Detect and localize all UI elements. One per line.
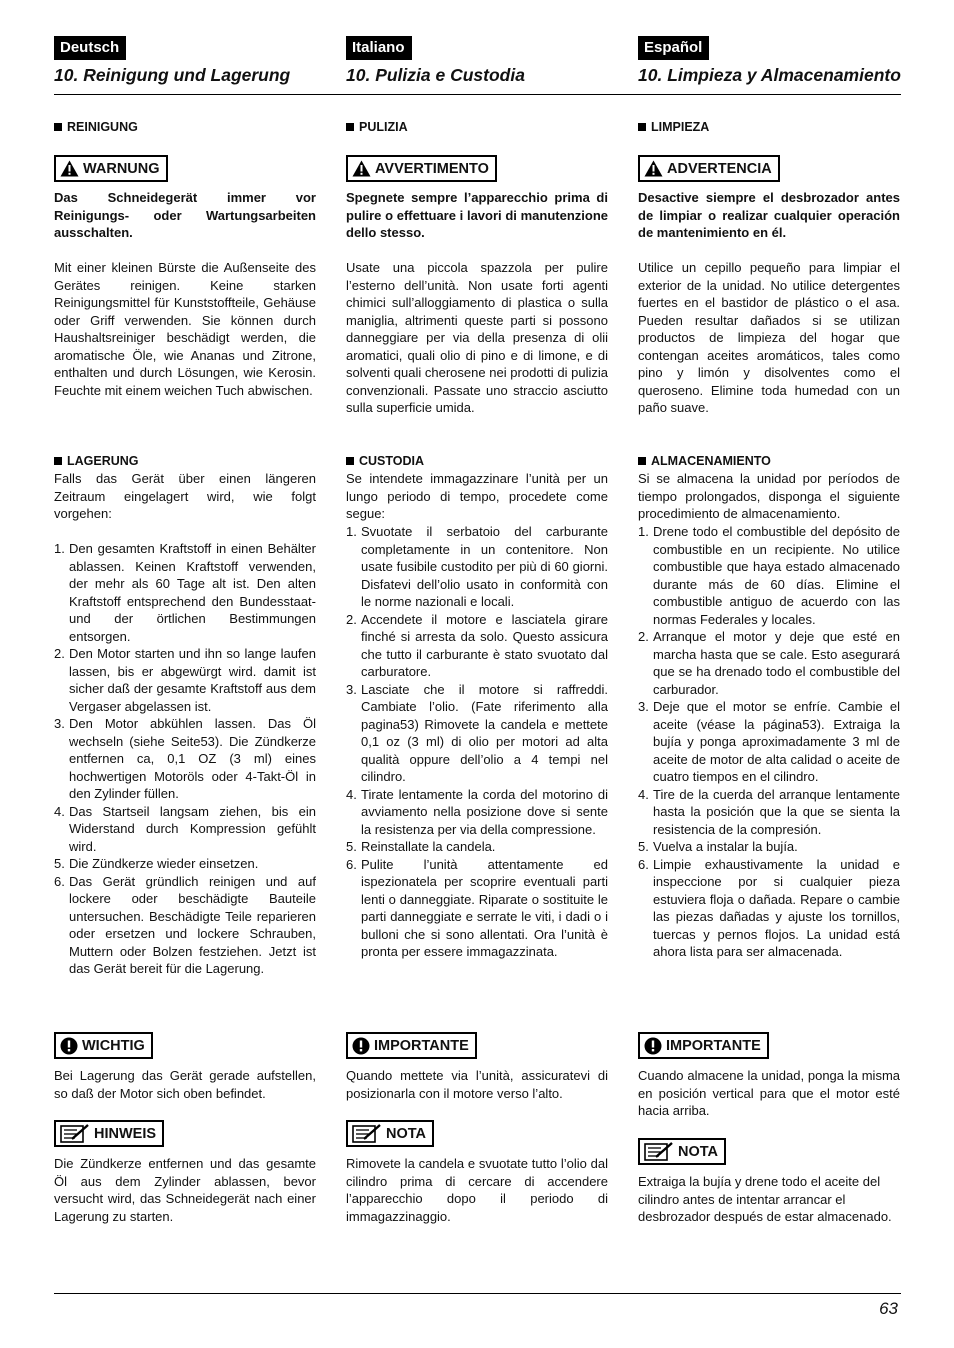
cleaning-heading: PULIZIA bbox=[346, 120, 608, 134]
warning-text: Desactive siempre el desbrozador antes de limpiar o realizar cualquier operación de mantenimiento en él. bbox=[638, 190, 900, 240]
list-item: 3. Den Motor abkühlen lassen. Das Öl wechseln (siehe Seite53). Die Zündkerze entfernen ca, 0,1 OZ (3 ml) eines hochwertigen Motoröls oder 4-Takt-Öl in den Zylinder füllen. bbox=[54, 716, 316, 801]
storage-intro: Falls das Gerät über einen längeren Zeitraum eingelagert wird, wie folgt vorgehen: bbox=[54, 471, 316, 521]
exclamation-circle-icon bbox=[644, 1037, 662, 1055]
warning-text: Das Schneidegerät immer vor Reinigungs- oder Wartungsarbeiten ausschalten. bbox=[54, 190, 316, 240]
important-box: WICHTIG bbox=[54, 1032, 153, 1059]
list-item: 6. Pulite l’unità attentamente ed ispezionatela per scoprire eventuali parti lenti o danneggiate. Riparate o sostituite le parti danneggiate e serrate le viti, i dadi o i bulloni che si sono allentati. Ora l’unità è pronta per essere immagazzinata. bbox=[346, 856, 608, 959]
warning-box: AVVERTIMENTO bbox=[346, 155, 497, 182]
important-text: Bei Lagerung das Gerät gerade aufstellen, so daß der Motor sich oben befindet. bbox=[54, 1068, 316, 1101]
list-item: 3. Lasciate che il motore si raffreddi. Cambiate l’olio. (Fate riferimento alla pagina53) Rimovete la candela e mettete 0,1 oz (3 ml) di olio per motori ad alta qualità oppure dell’olio a 4 tempi nel cilindro. bbox=[346, 681, 608, 784]
section-title: 10. Reinigung und Lagerung bbox=[54, 65, 291, 85]
storage-steps bbox=[346, 523, 608, 961]
cleaning-text: Usate una piccola spazzola per pulire l’esterno dell’unità. Non usate forti agenti chimici sull’alloggiamento di plastica o sulla maniglia, altrimenti queste parti si possono danneggiare per via della presenza di olii aromatici, quali olio di pino e di limone, e di solventi quali cherosene nei prodotti di pulizia convenzionali. Passate uno straccio asciutto sulla superficie umida. bbox=[346, 260, 608, 415]
warning-triangle-icon bbox=[60, 160, 79, 177]
list-item: 1. Drene todo el combustible del depósito de combustible en un recipiente. No utilice combustible que haya estado almacenado durante más de 60 días. Elimine el combustible antiguo de acuerdo con las normas Federales y locales. bbox=[638, 524, 900, 627]
cleaning-heading: REINIGUNG bbox=[54, 120, 316, 134]
footer-rule bbox=[54, 1293, 901, 1294]
warning-box: WARNUNG bbox=[54, 155, 168, 182]
list-item: 6. Limpie exhaustivamente la unidad e inspeccione por si cualquier pieza estuviera floja o dañada. Repare o cambie las piezas dañadas y ajuste los tornillos, tuercas y pernos flojos. La unidad está ahora lista para ser almacenada. bbox=[638, 856, 900, 959]
note-box: HINWEIS bbox=[54, 1120, 164, 1147]
warning-triangle-icon bbox=[352, 160, 371, 177]
warning-triangle-icon bbox=[644, 160, 663, 177]
cleaning-text: Utilice un cepillo pequeño para limpiar el exterior de la unidad. No utilice detergentes fuertes en el bastidor de plástico o el asa. Pueden resultar dañados si se utilizan productos de limpieza del hogar que contengan aceites aromáticos, tales como pino y limón y disolventes como el queroseno. Elimine toda humedad con un paño suave. bbox=[638, 260, 900, 415]
language-tab: Español bbox=[638, 36, 709, 60]
bullet-square-icon bbox=[638, 123, 646, 131]
language-tab: Deutsch bbox=[54, 36, 126, 60]
bullet-square-icon bbox=[54, 123, 62, 131]
note-text: Die Zündkerze entfernen und das gesamte Öl aus dem Zylinder ablassen, bevor versucht wird, das Schneidegerät nach einer Lagerung zu starten. bbox=[54, 1156, 316, 1224]
important-text: Quando mettete via l’unità, assicuratevi di posizionarla con il motore verso l’alto. bbox=[346, 1068, 608, 1101]
warning-box: ADVERTENCIA bbox=[638, 155, 780, 182]
storage-heading: LAGERUNG bbox=[54, 454, 316, 468]
note-pencil-icon bbox=[60, 1124, 90, 1144]
note-pencil-icon bbox=[352, 1124, 382, 1144]
header-rule bbox=[54, 94, 901, 95]
bullet-square-icon bbox=[638, 457, 646, 465]
list-item: 3. Deje que el motor se enfríe. Cambie el aceite (véase la página53). Extraiga la bujía y ponga aproximadamente 3 ml de aceite de motor de alta calidad o aceite de cuatro tiempos en el cilindro. bbox=[638, 699, 900, 784]
note-text: Rimovete la candela e svuotate tutto l’olio dal cilindro prima di cercare di accendere l’apparecchio dopo il periodo di immagazzinaggio. bbox=[346, 1156, 608, 1224]
important-text: Cuando almacene la unidad, ponga la misma en posición vertical para que el motor esté hacia arriba. bbox=[638, 1068, 900, 1118]
bullet-square-icon bbox=[346, 123, 354, 131]
note-box: NOTA bbox=[346, 1120, 434, 1147]
important-box: IMPORTANTE bbox=[346, 1032, 477, 1059]
cleaning-heading: LIMPIEZA bbox=[638, 120, 900, 134]
storage-steps bbox=[54, 540, 316, 978]
exclamation-circle-icon bbox=[352, 1037, 370, 1055]
storage-heading: ALMACENAMIENTO bbox=[638, 454, 900, 468]
list-item: 1. Svuotate il serbatoio del carburante completamente in un contenitore. Non usate fusibile custodito per più di 60 giorni. Disfatevi dell’olio usato in conformità con le norme nazionali e locali. bbox=[346, 524, 608, 609]
bullet-square-icon bbox=[346, 457, 354, 465]
list-item: 5. Die Zündkerze wieder einsetzen. bbox=[54, 856, 259, 871]
important-box: IMPORTANTE bbox=[638, 1032, 769, 1059]
cleaning-text: Mit einer kleinen Bürste die Außenseite des Gerätes reinigen. Keine starken Reinigungsmittel für Kunststoffteile, Gehäuse oder Griff verwenden. Sie können durch Haushaltsreiniger beschädigt werden, die aromatische Öle, wie Ananas und Zitrone, enthalten und durch Lösungen, wie Kerosin. Feuchte mit einem weichen Tuch abwischen. bbox=[54, 260, 316, 398]
storage-heading: CUSTODIA bbox=[346, 454, 608, 468]
list-item: 6. Das Gerät gründlich reinigen und auf lockere oder beschädigte Bauteile untersuchen. Beschädigte Teile reparieren oder ersetzen und lockere Schrauben, Muttern oder Bolzen festziehen. Jetzt ist das Gerät bereit für die Lagerung. bbox=[54, 873, 316, 976]
note-text: Extraiga la bujía y drene todo el aceite del cilindro antes de intentar arrancar el desbrozador después de estar almacenado. bbox=[638, 1174, 892, 1224]
list-item: 4. Das Startseil langsam ziehen, bis ein Widerstand durch Kompression gefühlt wird. bbox=[54, 803, 316, 854]
section-title: 10. Limpieza y Almacenamiento bbox=[638, 65, 901, 85]
column-italiano bbox=[346, 36, 608, 1224]
column-deutsch bbox=[54, 36, 316, 1224]
storage-intro: Si se almacena la unidad por períodos de tiempo prolongados, disponga el siguiente procedimiento de almacenamiento. bbox=[638, 471, 900, 521]
storage-intro: Se intendete immagazzinare l’unità per un lungo periodo di tempo, procedete come segue: bbox=[346, 471, 608, 521]
section-title: 10. Pulizia e Custodia bbox=[346, 65, 525, 85]
language-tab: Italiano bbox=[346, 36, 412, 60]
bullet-square-icon bbox=[54, 457, 62, 465]
list-item: 2. Arranque el motor y deje que esté en marcha hasta que se cale. Esto asegurará que se ha drenado todo el combustible del carburador. bbox=[638, 629, 900, 697]
list-item: 5. Vuelva a instalar la bujía. bbox=[638, 839, 798, 854]
list-item: 2. Accendete il motore e lasciatela girare finché si arresta da solo. Questo assicura che tutto il carburante è stato svuotato dal carburatore. bbox=[346, 611, 608, 679]
note-pencil-icon bbox=[644, 1142, 674, 1162]
exclamation-circle-icon bbox=[60, 1037, 78, 1055]
list-item: 1. Den gesamten Kraftstoff in einen Behälter ablassen. Keinen Kraftstoff verwenden, der mehr als 60 Tage alt ist. Den alten Kraftstoff entsprechend den Bundesstaat- und der örtlichen Bestimmungen entsorgen. bbox=[54, 541, 316, 644]
list-item: 5. Reinstallate la candela. bbox=[346, 839, 496, 854]
list-item: 2. Den Motor starten und ihn so lange laufen lassen, bis er abgewürgt wird. damit ist sicher daß der gesamte Kraftstoff aus dem Vergaser abgelassen ist. bbox=[54, 646, 316, 714]
storage-steps bbox=[638, 523, 900, 961]
column-espanol bbox=[638, 36, 901, 1224]
list-item: 4. Tirate lentamente la corda del motorino di avviamento nella posizione dove si sente la resistenza per via della compressione. bbox=[346, 786, 608, 837]
warning-text: Spegnete sempre l’apparecchio prima di pulire o effettuare i lavori di manutenzione dello stesso. bbox=[346, 190, 608, 240]
list-item: 4. Tire de la cuerda del arranque lentamente hasta la posición que la que se sienta la resistencia de la compresión. bbox=[638, 786, 900, 837]
page-number: 63 bbox=[879, 1299, 898, 1318]
note-box: NOTA bbox=[638, 1138, 726, 1165]
